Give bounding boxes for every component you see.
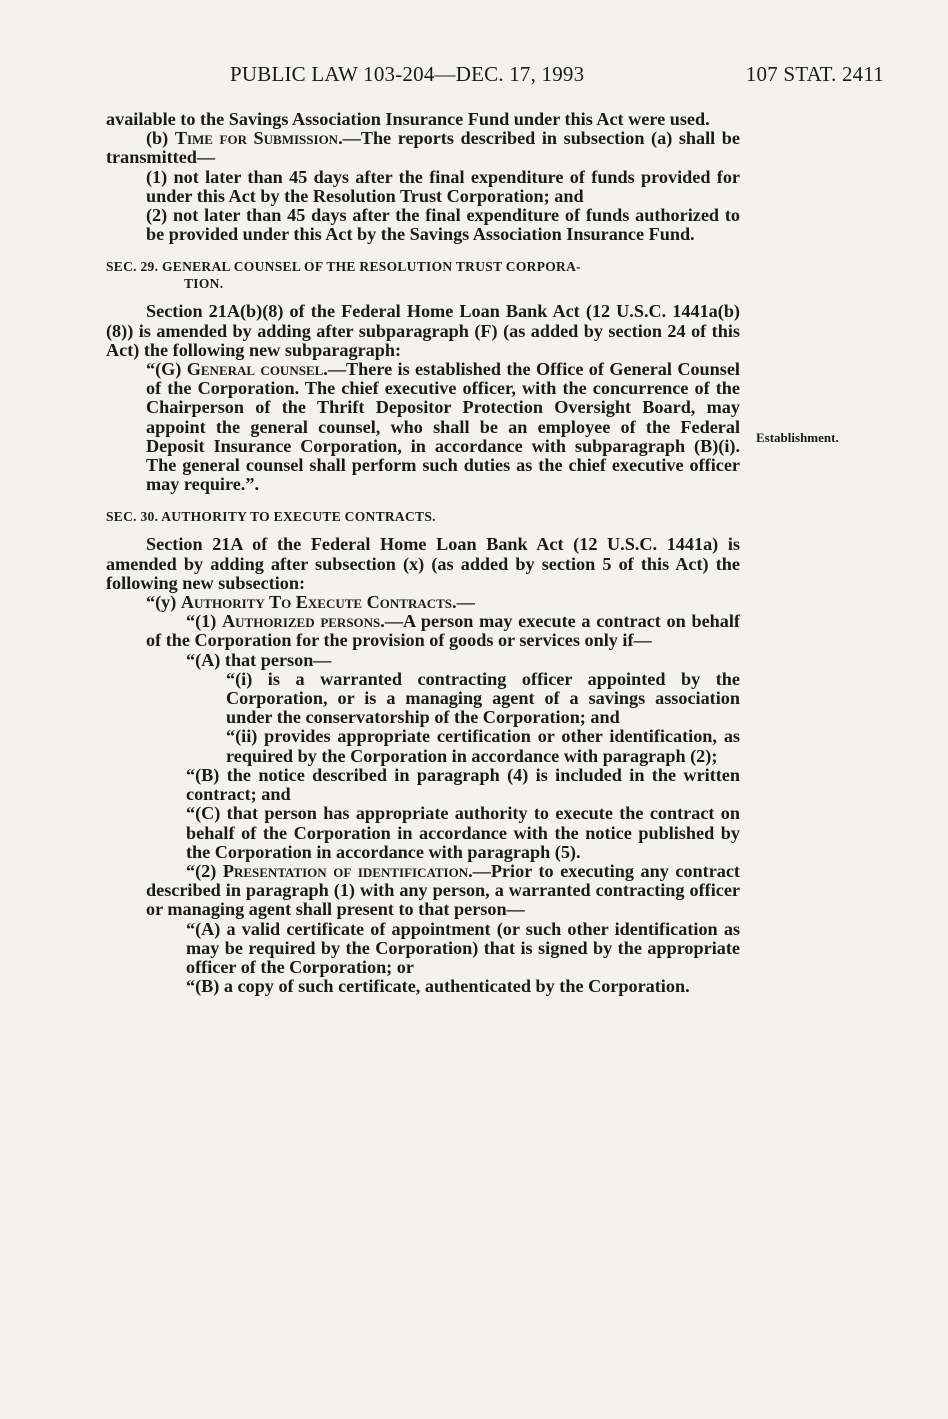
paragraph: available to the Savings Association Insurance Fund under this Act were used. [106,109,710,129]
subsection-label: (b) [146,128,175,149]
subsection-text: .— [452,592,475,613]
subparagraph-c: “(C) that person has appropriate authority to execute the contract on behalf of the Corporation in accordance with the notice published by the Corporation in accordance with paragraph (5). [186,803,740,862]
paragraph-heading: Presentation of identification [222,860,469,881]
clause-i: “(i) is a warranted contracting officer appointed by the Corporation, or is a managing agent of a savings association under the conservatorship of the Corporation; and [226,668,740,728]
paragraph-1: (1) not later than 45 days after the final expenditure of funds provided for under this Act by the Resolution Trust Corporation; and [146,166,740,206]
subsection-y [106,593,740,612]
paragraph-text: .—A person may execute a contract on behalf of the Corporation for the provision of goods or services only if— [146,611,740,651]
subsection-heading: Time for Submission [174,128,339,149]
paragraph-label: “(2) [186,860,223,881]
subparagraph-label: “(G) [146,359,187,380]
subsection-heading: Authority To Execute Contracts [180,592,453,613]
paragraph-label: “(1) [186,611,223,632]
paragraph-heading: Authorized persons [222,611,381,632]
paragraph-2 [146,862,740,920]
subparagraph-text: .—There is established the Office of General Counsel of the Corporation. The chief executive officer, with the concurrence of the Chairperson of the Thrift Depositor Protection Oversight Board, may appoint the general counsel, who shall be an employee of the Federal Deposit Insurance Corporation, in accordance with subparagraph (B)(i). The general counsel shall perform such duties as the chief executive officer may require.”. [146,359,740,495]
subparagraph-a: “(A) a valid certificate of appointment (or such other identification as may be required by the Corporation) that is signed by the appropriate officer of the Corporation; or [186,918,740,977]
subsection-label: “(y) [146,592,181,613]
subparagraph-heading: General counsel [186,359,324,380]
paragraph-2: (2) not later than 45 days after the final expenditure of funds authorized to be provided under this Act by the Savings Association Insurance Fund. [146,205,740,245]
subparagraph-g [146,360,740,494]
page-header [230,62,884,90]
paragraph: Section 21A(b)(8) of the Federal Home Loan Bank Act (12 U.S.C. 1441a(b)(8)) is amended by adding after subparagraph (F) (as added by section 24 of this Act) the following new subparagraph: [106,301,740,360]
section-30-heading: SEC. 30. AUTHORITY TO EXECUTE CONTRACTS. [106,509,436,525]
margin-note: Establishment. [756,430,839,445]
statute-page-number: 107 STAT. 2411 [745,62,884,86]
paragraph-1 [146,612,740,650]
section-heading-line: TION. [184,276,224,292]
section-heading-line: SEC. 29. GENERAL COUNSEL OF THE RESOLUTION TRUST CORPORA- [106,259,581,275]
paragraph: Section 21A of the Federal Home Loan Bank Act (12 U.S.C. 1441a) is amended by adding after subsection (x) (as added by section 5 of this Act) the following new subsection: [106,534,740,593]
section-29-heading [106,258,740,292]
subsection-b [106,129,740,167]
subsection-text: .—The reports described in subsection (a) shall be transmitted— [106,128,740,168]
document-body [106,110,740,996]
subparagraph-b: “(B) the notice described in paragraph (4) is included in the written contract; and [186,764,740,805]
subparagraph-b: “(B) a copy of such certificate, authenticated by the Corporation. [186,976,690,997]
paragraph-text: .—Prior to executing any contract described in paragraph (1) with any person, a warranted contracting officer or managing agent shall present to that person— [146,860,740,920]
subparagraph-a: “(A) that person— [186,649,332,670]
clause-ii: “(ii) provides appropriate certification or other identification, as required by the Corporation in accordance with paragraph (2); [226,726,740,766]
running-title: PUBLIC LAW 103-204—DEC. 17, 1993 [230,62,585,86]
